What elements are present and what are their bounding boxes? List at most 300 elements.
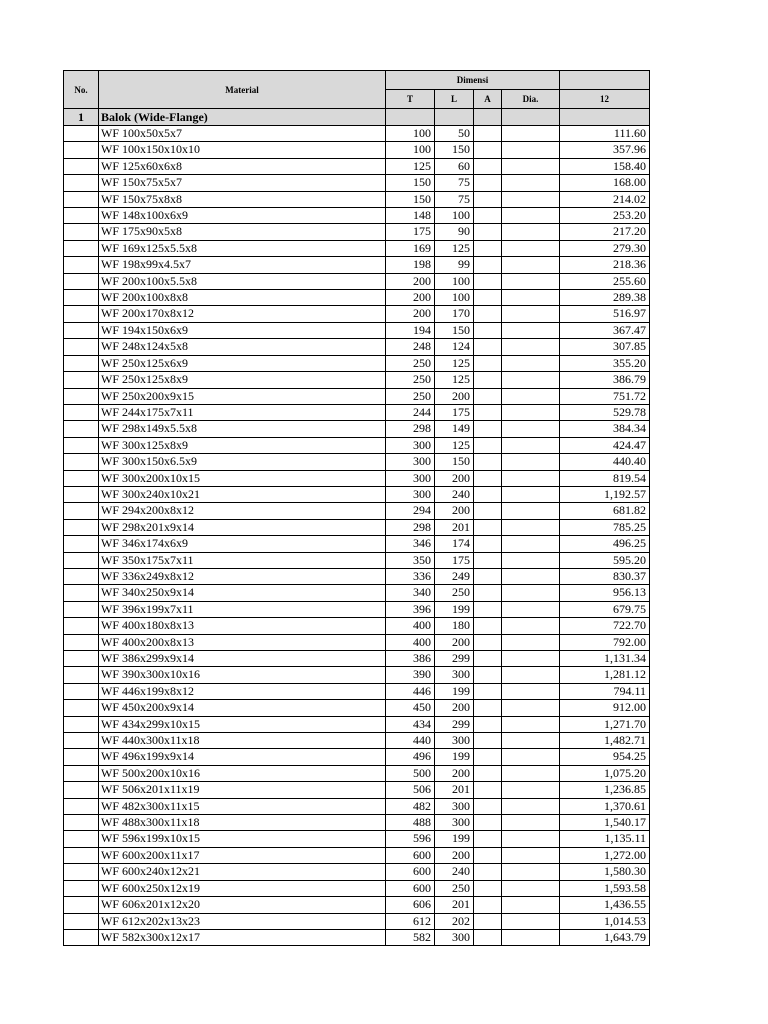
table-row (64, 536, 650, 552)
table-row (64, 880, 650, 896)
cell-l: 150 (435, 322, 474, 338)
cell-no (64, 273, 99, 289)
cell-t: 446 (386, 683, 435, 699)
cell-a (474, 175, 502, 191)
cell-material: WF 390x300x10x16 (99, 667, 386, 683)
cell-l: 175 (435, 404, 474, 420)
cell-t: 450 (386, 700, 435, 716)
cell-12: 1,135.11 (560, 831, 650, 847)
cell-12: 1,482.71 (560, 733, 650, 749)
cell-dia (502, 585, 560, 601)
cell-a (474, 568, 502, 584)
cell-l: 90 (435, 224, 474, 240)
cell-material: WF 150x75x5x7 (99, 175, 386, 191)
cell-material: WF 250x200x9x15 (99, 388, 386, 404)
cell-dia (502, 372, 560, 388)
cell-12: 496.25 (560, 536, 650, 552)
cell-l: 200 (435, 388, 474, 404)
cell-no (64, 733, 99, 749)
cell-t: 300 (386, 486, 435, 502)
cell-t: 200 (386, 306, 435, 322)
cell-a (474, 388, 502, 404)
cell-12: 1,436.55 (560, 897, 650, 913)
cell-l: 100 (435, 290, 474, 306)
cell-12: 595.20 (560, 552, 650, 568)
cell-12: 357.96 (560, 142, 650, 158)
table-row (64, 240, 650, 256)
cell-no (64, 929, 99, 945)
cell-a (474, 864, 502, 880)
cell-material: WF 100x50x5x7 (99, 126, 386, 142)
cell-t: 582 (386, 929, 435, 945)
table-row (64, 913, 650, 929)
cell-a (474, 240, 502, 256)
cell-a (474, 208, 502, 224)
cell-12: 1,131.34 (560, 651, 650, 667)
cell-12: 440.40 (560, 454, 650, 470)
cell-12: 679.75 (560, 601, 650, 617)
cell-l: 201 (435, 897, 474, 913)
cell-12: 255.60 (560, 273, 650, 289)
cell-a (474, 142, 502, 158)
cell-t: 250 (386, 355, 435, 371)
cell-material: WF 500x200x10x16 (99, 765, 386, 781)
table-row (64, 618, 650, 634)
cell-dia (502, 913, 560, 929)
cell-12: 1,370.61 (560, 798, 650, 814)
cell-l: 100 (435, 208, 474, 224)
table-row (64, 142, 650, 158)
cell-a (474, 601, 502, 617)
cell-material: WF 450x200x9x14 (99, 700, 386, 716)
cell-no (64, 634, 99, 650)
cell-dia (502, 634, 560, 650)
cell-material: WF 250x125x8x9 (99, 372, 386, 388)
table-row (64, 306, 650, 322)
cell-material: WF 148x100x6x9 (99, 208, 386, 224)
cell-no (64, 897, 99, 913)
cell-no (64, 765, 99, 781)
cell-12: 307.85 (560, 339, 650, 355)
cell-material: WF 248x124x5x8 (99, 339, 386, 355)
cell-no (64, 683, 99, 699)
cell-12: 386.79 (560, 372, 650, 388)
table-row (64, 552, 650, 568)
cell-dia (502, 470, 560, 486)
cell-a (474, 618, 502, 634)
cell-12: 1,540.17 (560, 815, 650, 831)
cell-l: 125 (435, 372, 474, 388)
cell-a (474, 585, 502, 601)
cell-12: 819.54 (560, 470, 650, 486)
cell-no (64, 667, 99, 683)
cell-dia (502, 240, 560, 256)
cell-12: 1,580.30 (560, 864, 650, 880)
table-row (64, 486, 650, 502)
cell-l: 75 (435, 191, 474, 207)
cell-t: 600 (386, 864, 435, 880)
cell-12: 424.47 (560, 437, 650, 453)
cell-no (64, 470, 99, 486)
cell-dia (502, 454, 560, 470)
cell-dia (502, 831, 560, 847)
cell-no (64, 651, 99, 667)
cell-l: 50 (435, 126, 474, 142)
table-row (64, 634, 650, 650)
cell-material: WF 582x300x12x17 (99, 929, 386, 945)
cell-dia (502, 618, 560, 634)
cell-material: WF 294x200x8x12 (99, 503, 386, 519)
cell-a (474, 273, 502, 289)
cell-l: 250 (435, 585, 474, 601)
header-dimensi: Dimensi (386, 71, 560, 90)
table-row (64, 126, 650, 142)
cell-12: 253.20 (560, 208, 650, 224)
table-row (64, 798, 650, 814)
cell-12: 954.25 (560, 749, 650, 765)
cell-l: 199 (435, 683, 474, 699)
cell-dia (502, 798, 560, 814)
cell-dia (502, 864, 560, 880)
cell-t: 350 (386, 552, 435, 568)
cell-dia (502, 519, 560, 535)
cell-no (64, 798, 99, 814)
table-row (64, 158, 650, 174)
cell-t: 150 (386, 175, 435, 191)
cell-12: 516.97 (560, 306, 650, 322)
cell-dia (502, 388, 560, 404)
cell-dia (502, 651, 560, 667)
table-row (64, 437, 650, 453)
cell-t: 125 (386, 158, 435, 174)
cell-dia (502, 880, 560, 896)
table-row (64, 290, 650, 306)
cell-a (474, 847, 502, 863)
table-row (64, 322, 650, 338)
cell-dia (502, 716, 560, 732)
cell-no (64, 339, 99, 355)
cell-l: 180 (435, 618, 474, 634)
cell-a (474, 486, 502, 502)
table-row (64, 864, 650, 880)
cell-l: 240 (435, 864, 474, 880)
cell-a (474, 716, 502, 732)
cell-dia (502, 700, 560, 716)
cell-t: 294 (386, 503, 435, 519)
cell-no (64, 142, 99, 158)
cell-12: 1,272.00 (560, 847, 650, 863)
cell-l: 299 (435, 716, 474, 732)
cell-a (474, 897, 502, 913)
table-row (64, 404, 650, 420)
cell-12: 168.00 (560, 175, 650, 191)
cell-no (64, 175, 99, 191)
cell-a (474, 503, 502, 519)
cell-material: WF 175x90x5x8 (99, 224, 386, 240)
cell-12: 794.11 (560, 683, 650, 699)
cell-material: WF 244x175x7x11 (99, 404, 386, 420)
cell-no (64, 503, 99, 519)
cell-no (64, 536, 99, 552)
cell-l: 149 (435, 421, 474, 437)
cell-t: 390 (386, 667, 435, 683)
cell-no (64, 864, 99, 880)
cell-t: 346 (386, 536, 435, 552)
cell-a (474, 913, 502, 929)
cell-dia (502, 208, 560, 224)
table-row (64, 257, 650, 273)
cell-t: 150 (386, 191, 435, 207)
table-row (64, 470, 650, 486)
cell-12: 751.72 (560, 388, 650, 404)
table-row (64, 815, 650, 831)
cell-t: 500 (386, 765, 435, 781)
cell-dia (502, 683, 560, 699)
cell-a (474, 552, 502, 568)
cell-no (64, 372, 99, 388)
cell-a (474, 191, 502, 207)
cell-l: 199 (435, 601, 474, 617)
cell-t: 400 (386, 618, 435, 634)
cell-material: WF 150x75x8x8 (99, 191, 386, 207)
cell-12: 214.02 (560, 191, 650, 207)
table-row (64, 191, 650, 207)
cell-12: 367.47 (560, 322, 650, 338)
cell-dia (502, 421, 560, 437)
cell-12: 289.38 (560, 290, 650, 306)
cell-t: 200 (386, 273, 435, 289)
cell-12: 111.60 (560, 126, 650, 142)
cell-t: 100 (386, 126, 435, 142)
cell-dia (502, 158, 560, 174)
cell-a (474, 733, 502, 749)
cell-material: WF 340x250x9x14 (99, 585, 386, 601)
cell-l: 99 (435, 257, 474, 273)
cell-material: WF 350x175x7x11 (99, 552, 386, 568)
cell-a (474, 519, 502, 535)
cell-material: WF 300x150x6.5x9 (99, 454, 386, 470)
cell-dia (502, 437, 560, 453)
cell-material: WF 100x150x10x10 (99, 142, 386, 158)
table-row (64, 897, 650, 913)
cell-t: 300 (386, 437, 435, 453)
cell-material: WF 434x299x10x15 (99, 716, 386, 732)
cell-t: 336 (386, 568, 435, 584)
cell-a (474, 683, 502, 699)
cell-no (64, 421, 99, 437)
cell-material: WF 440x300x11x18 (99, 733, 386, 749)
header-a: A (474, 90, 502, 109)
cell-l: 300 (435, 798, 474, 814)
table-row (64, 372, 650, 388)
cell-l: 200 (435, 503, 474, 519)
cell-no (64, 388, 99, 404)
cell-material: WF 125x60x6x8 (99, 158, 386, 174)
cell-no (64, 913, 99, 929)
cell-no (64, 568, 99, 584)
cell-dia (502, 765, 560, 781)
cell-dia (502, 536, 560, 552)
cell-dia (502, 290, 560, 306)
cell-t: 194 (386, 322, 435, 338)
cell-l: 125 (435, 355, 474, 371)
header-12: 12 (560, 90, 650, 109)
cell-12: 722.70 (560, 618, 650, 634)
cell-material: WF 200x100x5.5x8 (99, 273, 386, 289)
table-row (64, 224, 650, 240)
cell-l: 174 (435, 536, 474, 552)
cell-material: WF 200x100x8x8 (99, 290, 386, 306)
cell-no (64, 257, 99, 273)
cell-dia (502, 404, 560, 420)
cell-t: 250 (386, 388, 435, 404)
cell-t: 612 (386, 913, 435, 929)
table-row (64, 388, 650, 404)
table-row (64, 519, 650, 535)
cell-l: 124 (435, 339, 474, 355)
material-table (63, 70, 650, 946)
cell-t: 600 (386, 847, 435, 863)
cell-l: 250 (435, 880, 474, 896)
table-row (64, 765, 650, 781)
cell-t: 100 (386, 142, 435, 158)
cell-t: 440 (386, 733, 435, 749)
cell-a (474, 880, 502, 896)
cell-material: WF 400x180x8x13 (99, 618, 386, 634)
cell-material: WF 596x199x10x15 (99, 831, 386, 847)
cell-t: 244 (386, 404, 435, 420)
cell-l: 125 (435, 437, 474, 453)
cell-l: 200 (435, 700, 474, 716)
cell-l: 175 (435, 552, 474, 568)
cell-material: WF 612x202x13x23 (99, 913, 386, 929)
cell-no (64, 240, 99, 256)
cell-material: WF 298x149x5.5x8 (99, 421, 386, 437)
cell-a (474, 126, 502, 142)
cell-material: WF 606x201x12x20 (99, 897, 386, 913)
cell-l: 300 (435, 667, 474, 683)
cell-a (474, 929, 502, 945)
cell-12: 355.20 (560, 355, 650, 371)
cell-a (474, 290, 502, 306)
cell-t: 482 (386, 798, 435, 814)
cell-material: WF 336x249x8x12 (99, 568, 386, 584)
cell-dia (502, 667, 560, 683)
cell-no (64, 158, 99, 174)
section-title: Balok (Wide-Flange) (99, 109, 386, 126)
cell-no (64, 126, 99, 142)
cell-material: WF 600x200x11x17 (99, 847, 386, 863)
cell-material: WF 298x201x9x14 (99, 519, 386, 535)
header-t: T (386, 90, 435, 109)
cell-no (64, 306, 99, 322)
cell-no (64, 831, 99, 847)
cell-material: WF 386x299x9x14 (99, 651, 386, 667)
cell-a (474, 667, 502, 683)
cell-a (474, 322, 502, 338)
cell-dia (502, 224, 560, 240)
cell-l: 201 (435, 519, 474, 535)
table-row (64, 733, 650, 749)
cell-material: WF 496x199x9x14 (99, 749, 386, 765)
cell-material: WF 200x170x8x12 (99, 306, 386, 322)
cell-dia (502, 486, 560, 502)
cell-t: 148 (386, 208, 435, 224)
cell-no (64, 486, 99, 502)
cell-l: 300 (435, 733, 474, 749)
cell-l: 150 (435, 454, 474, 470)
cell-12: 1,593.58 (560, 880, 650, 896)
cell-t: 248 (386, 339, 435, 355)
cell-t: 606 (386, 897, 435, 913)
cell-t: 250 (386, 372, 435, 388)
cell-dia (502, 601, 560, 617)
cell-material: WF 488x300x11x18 (99, 815, 386, 831)
cell-material: WF 300x240x10x21 (99, 486, 386, 502)
cell-no (64, 322, 99, 338)
spreadsheet (63, 70, 649, 946)
cell-material: WF 396x199x7x11 (99, 601, 386, 617)
table-row (64, 355, 650, 371)
table-row (64, 700, 650, 716)
cell-t: 340 (386, 585, 435, 601)
cell-12: 1,271.70 (560, 716, 650, 732)
table-row (64, 683, 650, 699)
cell-l: 150 (435, 142, 474, 158)
cell-no (64, 749, 99, 765)
cell-material: WF 346x174x6x9 (99, 536, 386, 552)
cell-l: 199 (435, 831, 474, 847)
cell-dia (502, 568, 560, 584)
cell-material: WF 194x150x6x9 (99, 322, 386, 338)
cell-a (474, 536, 502, 552)
table-row (64, 585, 650, 601)
cell-no (64, 601, 99, 617)
cell-12: 1,075.20 (560, 765, 650, 781)
cell-12: 1,281.12 (560, 667, 650, 683)
cell-t: 200 (386, 290, 435, 306)
table-row (64, 782, 650, 798)
cell-no (64, 585, 99, 601)
cell-no (64, 437, 99, 453)
cell-a (474, 421, 502, 437)
cell-material: WF 600x250x12x19 (99, 880, 386, 896)
cell-no (64, 290, 99, 306)
cell-material: WF 300x125x8x9 (99, 437, 386, 453)
cell-a (474, 700, 502, 716)
cell-a (474, 634, 502, 650)
cell-l: 125 (435, 240, 474, 256)
cell-a (474, 651, 502, 667)
cell-l: 299 (435, 651, 474, 667)
cell-dia (502, 142, 560, 158)
cell-material: WF 400x200x8x13 (99, 634, 386, 650)
cell-dia (502, 815, 560, 831)
table-row (64, 667, 650, 683)
section-row (64, 109, 650, 126)
cell-dia (502, 306, 560, 322)
table-row (64, 601, 650, 617)
cell-t: 298 (386, 421, 435, 437)
cell-12: 792.00 (560, 634, 650, 650)
header-no: No. (64, 71, 99, 109)
cell-material: WF 300x200x10x15 (99, 470, 386, 486)
cell-t: 175 (386, 224, 435, 240)
table-row (64, 929, 650, 945)
cell-l: 199 (435, 749, 474, 765)
cell-dia (502, 355, 560, 371)
cell-a (474, 372, 502, 388)
